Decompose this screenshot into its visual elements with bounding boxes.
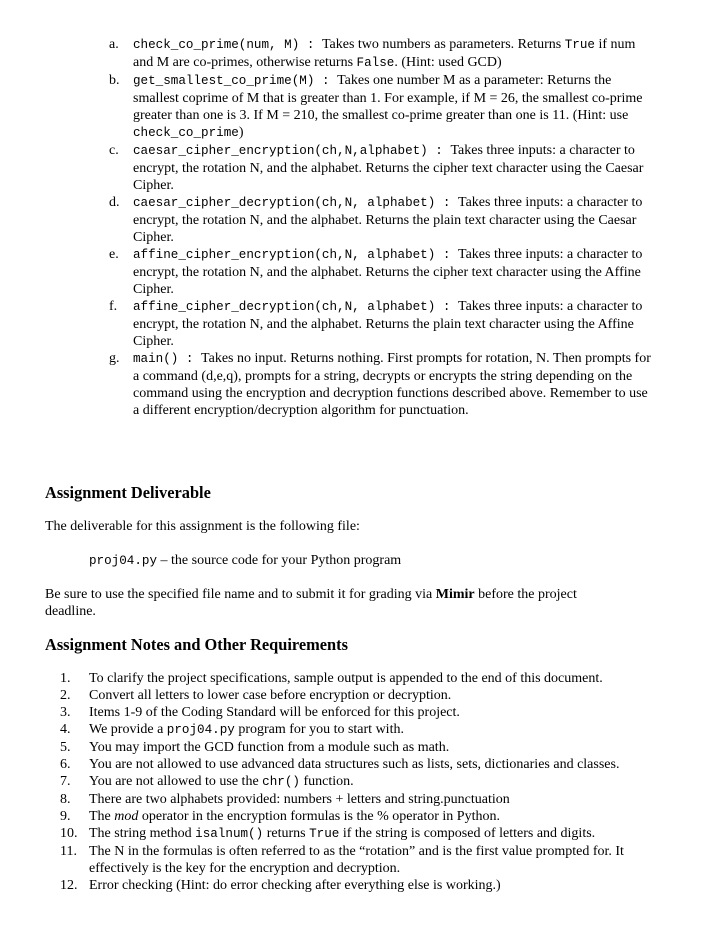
- body-text: operator in the encryption formulas is the % operator in Python.: [138, 809, 500, 824]
- body-text: returns: [263, 826, 310, 841]
- note-text: [89, 843, 660, 877]
- function-spec-text: [133, 350, 654, 419]
- function-spec-list: [109, 36, 654, 419]
- signature-separator: :: [435, 300, 458, 314]
- list-marker: g.: [109, 351, 120, 366]
- function-signature: get_smallest_co_prime(M): [133, 74, 315, 88]
- list-marker: 1.: [60, 671, 71, 686]
- function-spec-text: [133, 194, 654, 246]
- list-marker: 4.: [60, 722, 71, 737]
- list-marker: 9.: [60, 809, 71, 824]
- deliverable-file: [89, 552, 401, 570]
- body-text: The: [89, 809, 115, 824]
- list-marker: 11.: [60, 844, 77, 859]
- signature-separator: :: [299, 38, 322, 52]
- body-text: The string method: [89, 826, 196, 841]
- signature-separator: :: [435, 248, 458, 262]
- function-spec-item: [109, 350, 654, 419]
- body-text: if num and M are co-primes, otherwise returns: [133, 37, 636, 70]
- note-text: [89, 756, 660, 773]
- submit-note-mimir: Mimir: [435, 587, 475, 602]
- body-text: Convert all letters to lower case before encryption or decryption.: [89, 688, 452, 703]
- signature-separator: :: [178, 352, 202, 366]
- list-marker: c.: [109, 143, 119, 158]
- note-text: [89, 704, 660, 721]
- body-text: if the string is composed of letters and digits.: [339, 826, 596, 841]
- inline-code: check_co_prime: [133, 126, 239, 140]
- deliverable-heading: Assignment Deliverable: [45, 483, 211, 502]
- body-text: You are not allowed to use advanced data structures such as lists, sets, dictionaries and classes.: [89, 757, 620, 772]
- signature-separator: :: [427, 144, 451, 158]
- body-text: Takes three inputs: a character to encrypt, the rotation N, and the alphabet. Returns the plain text character using the Caesar Cipher.: [133, 195, 643, 245]
- body-text: You may import the GCD function from a module such as math.: [89, 740, 450, 755]
- list-marker: 3.: [60, 705, 71, 720]
- body-text: program for you to start with.: [234, 722, 404, 737]
- inline-code: chr(): [262, 775, 300, 789]
- note-item: [60, 756, 660, 773]
- deliverable-submit-note: [45, 586, 620, 620]
- inline-code: True: [564, 38, 595, 52]
- list-marker: 5.: [60, 740, 71, 755]
- function-spec-item: [109, 142, 654, 194]
- note-text: [89, 773, 660, 791]
- body-text: Takes three inputs: a character to encrypt, the rotation N, and the alphabet. Returns the cipher text character using the Caesar Cipher.: [133, 143, 644, 193]
- body-text: Takes three inputs: a character to encrypt, the rotation N, and the alphabet. Returns the plain text character using the Affine Cipher.: [133, 299, 643, 349]
- list-marker: 2.: [60, 688, 71, 703]
- note-text: [89, 808, 660, 825]
- signature-separator: :: [435, 196, 458, 210]
- emphasis-text: mod: [114, 809, 139, 824]
- body-text: Error checking (Hint: do error checking after everything else is working.): [89, 878, 501, 893]
- function-spec-text: [133, 142, 654, 194]
- function-signature: caesar_cipher_encryption(ch,N,alphabet): [133, 144, 428, 158]
- note-item: [60, 739, 660, 756]
- inline-code: False: [356, 56, 395, 70]
- function-signature: affine_cipher_encryption(ch,N, alphabet): [133, 248, 436, 262]
- note-item: [60, 704, 660, 721]
- body-text: The N in the formulas is often referred to as the “rotation” and is the first value prompted for. It effectively is the key for the encryption and decryption.: [89, 844, 624, 876]
- list-marker: 7.: [60, 774, 71, 789]
- list-marker: 12.: [60, 878, 78, 893]
- note-item: [60, 843, 660, 877]
- function-signature: main(): [133, 352, 179, 366]
- function-signature: caesar_cipher_decryption(ch,N, alphabet): [133, 196, 436, 210]
- function-spec-item: [109, 246, 654, 298]
- note-text: [89, 721, 660, 739]
- body-text: Takes two numbers as parameters. Returns: [321, 37, 565, 52]
- body-text: ): [238, 125, 244, 140]
- note-text: [89, 877, 660, 894]
- list-marker: 10.: [60, 826, 78, 841]
- function-spec-item: [109, 36, 654, 72]
- list-marker: e.: [109, 247, 119, 262]
- function-signature: affine_cipher_decryption(ch,N, alphabet): [133, 300, 436, 314]
- list-marker: a.: [109, 37, 119, 52]
- note-item: [60, 687, 660, 704]
- note-text: [89, 825, 660, 843]
- body-text: Takes three inputs: a character to encrypt, the rotation N, and the alphabet. Returns the cipher text character using the Affine Cipher.: [133, 247, 643, 297]
- body-text: To clarify the project specifications, sample output is appended to the end of this document.: [89, 671, 603, 686]
- deliverable-intro: The deliverable for this assignment is the following file:: [45, 519, 360, 534]
- body-text: There are two alphabets provided: numbers + letters and string.punctuation: [89, 792, 510, 807]
- note-item: [60, 773, 660, 791]
- note-item: [60, 670, 660, 687]
- body-text: We provide a: [89, 722, 167, 737]
- deliverable-file-desc: – the source code for your Python program: [157, 553, 402, 568]
- list-marker: 8.: [60, 792, 71, 807]
- body-text: Items 1-9 of the Coding Standard will be enforced for this project.: [89, 705, 460, 720]
- function-spec-item: [109, 298, 654, 350]
- note-text: [89, 791, 660, 808]
- note-item: [60, 825, 660, 843]
- submit-note-post: before the project deadline.: [45, 587, 577, 619]
- note-item: [60, 721, 660, 739]
- inline-code: isalnum(): [195, 827, 264, 841]
- list-marker: f.: [109, 299, 118, 314]
- notes-heading: Assignment Notes and Other Requirements: [45, 635, 348, 654]
- list-marker: d.: [109, 195, 120, 210]
- body-text: function.: [299, 774, 354, 789]
- function-spec-text: [133, 72, 654, 142]
- function-spec-item: [109, 72, 654, 142]
- deliverable-file-name: proj04.py: [89, 554, 158, 568]
- function-spec-item: [109, 194, 654, 246]
- note-text: [89, 687, 660, 704]
- function-signature: check_co_prime(num, M): [133, 38, 300, 52]
- function-spec-text: [133, 298, 654, 350]
- inline-code: True: [309, 827, 340, 841]
- function-spec-text: [133, 36, 654, 72]
- function-spec-text: [133, 246, 654, 298]
- note-item: [60, 791, 660, 808]
- notes-list: [60, 670, 660, 894]
- submit-note-pre: Be sure to use the specified file name and to submit it for grading via: [45, 587, 436, 602]
- note-item: [60, 808, 660, 825]
- list-marker: 6.: [60, 757, 71, 772]
- inline-code: proj04.py: [166, 723, 235, 737]
- list-marker: b.: [109, 73, 120, 88]
- body-text: Takes one number M as a parameter: Returns the smallest coprime of M that is greater than 1. For example, if M = 26, the smallest co-prime greater than one is 3. If M = 210, the smallest co-prime greater than one is 11. (Hint: use: [133, 73, 643, 123]
- body-text: . (Hint: used GCD): [394, 55, 502, 70]
- note-text: [89, 670, 660, 687]
- body-text: Takes no input. Returns nothing. First prompts for rotation, N. Then prompts for a command (d,e,q), prompts for a string, decrypts or encrypts the string depending on the command using the encryption and decryption functions described above. Remember to use a different encryption/decryption algorithm for punctuation.: [133, 351, 651, 418]
- body-text: You are not allowed to use the: [89, 774, 263, 789]
- note-item: [60, 877, 660, 894]
- signature-separator: :: [314, 74, 338, 88]
- note-text: [89, 739, 660, 756]
